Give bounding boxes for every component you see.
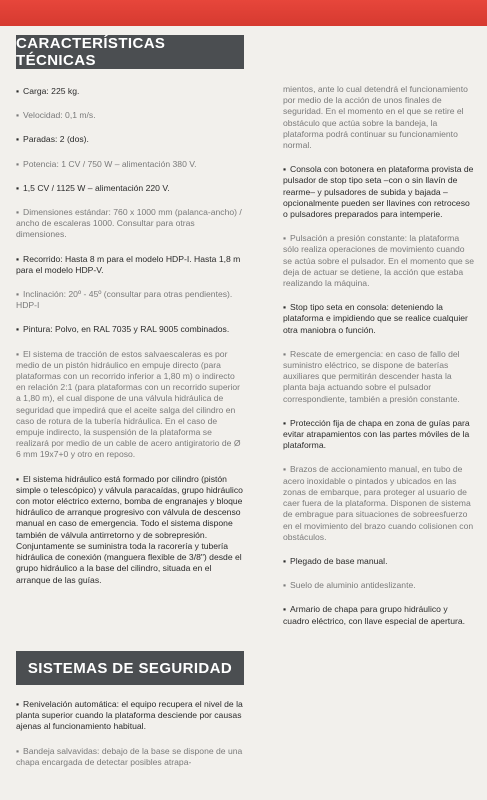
bullet-icon: ▪ xyxy=(16,158,20,169)
list-item: ▪ Velocidad: 0,1 m/s. xyxy=(16,110,96,121)
left-column-specs xyxy=(16,86,246,599)
bullet-icon: ▪ xyxy=(16,745,20,756)
list-item: ▪ Plegado de base manual. xyxy=(283,555,388,566)
bullet-icon: ▪ xyxy=(283,348,287,359)
list-item: ▪ Protección fija de chapa en zona de guías para evitar atrapamientos con las partes móviles de la plataforma. xyxy=(283,417,470,451)
bullet-icon: ▪ xyxy=(16,134,20,145)
list-item: ▪ Rescate de emergencia: en caso de fallo del suministro eléctrico, se dispone de baterías auxiliares que permitirán descender hasta la planta baja actuando sobre el pulsador correspondiente, también a presión constante. xyxy=(283,348,460,404)
bullet-icon: ▪ xyxy=(16,86,20,96)
list-item: mientos, ante lo cual detendrá el funcionamiento por medio de la acción de unos finales de seguridad. En el momento en el que se retire el obstáculo que actúa sobre la bandeja, la plataforma podrá continuar su funcionamiento normal. xyxy=(283,84,468,151)
list-item: ▪ Pulsación a presión constante: la plataforma sólo realiza operaciones de movimiento cuando se actúa sobre el pulsador. En el momento que se deja de actuar se detiene, la acción que estaba realizando la máquina. xyxy=(283,233,475,289)
bullet-icon: ▪ xyxy=(283,464,287,475)
list-item: ▪ Brazos de accionamiento manual, en tubo de acero inoxidable o pintados y ubicados en las zonas de embarque, para proteger al usuario de caer fuera de la plataforma. Disponen de sistema de embrague para situaciones de sobreesfuerzo en el movimiento del brazo cuando colisionen con obstáculos. xyxy=(283,464,474,542)
bullet-icon: ▪ xyxy=(16,289,20,300)
bullet-icon: ▪ xyxy=(16,182,20,193)
bullet-icon: ▪ xyxy=(283,580,287,591)
list-item: ▪ Bandeja salvavidas: debajo de la base se dispone de una chapa encargada de detectar posibles atrapa- xyxy=(16,745,243,767)
list-item: ▪ Pintura: Polvo, en RAL 7035 y RAL 9005 combinados. xyxy=(16,324,230,335)
bullet-icon: ▪ xyxy=(283,164,287,175)
list-item: ▪ El sistema hidráulico está formado por cilindro (pistón simple o telescópico) y válvula paracaídas, grupo hidráulico con motor eléctrico externo, bomba de engranajes y bloque hidráulico de arranque progresivo con válvula de descenso manual en caso de emergencia. Todo el sistema dispone también de válvula antirretorno y de sobrepresión. Conjuntamente se suministra toda la racorería y tubería hidráulica de conexión (manguera flexible de 3/8") desde el grupo hidráulico a la base del cilindro, situada en el arranque de las guías. xyxy=(16,473,243,585)
list-item: ▪ El sistema de tracción de estos salvaescaleras es por medio de un pistón hidráulico en empuje directo (para plataformas con un recorrido inferior a 1,80 m) o indirecto en relación 2:1 (para plataformas con un recorrido superior a 1,80 m), el cual dispone de una válvula hidráulica de seguridad que impedirá que el aceite salga del cilindro en caso de rotura de la tubería hidráulica. En el caso de empuje indirecto, la suspensión de la plataforma se realizará por medio de un cable de acero antigiratorio de Ø 6 mm 19x7+0 y otro en reposo. xyxy=(16,348,241,460)
left-column-safety xyxy=(16,699,246,781)
list-item: ▪ Renivelación automática: el equipo recupera el nivel de la planta superior cuando la plataforma desciende por causas ajenas al funcionamiento habitual. xyxy=(16,699,243,732)
right-column-safety xyxy=(283,84,475,640)
list-item: ▪ Armario de chapa para grupo hidráulico y cuadro eléctrico, con llave especial de apertura. xyxy=(283,604,466,626)
list-item: ▪ Potencia: 1 CV / 750 W – alimentación 380 V. xyxy=(16,158,197,169)
list-item: ▪ Paradas: 2 (dos). xyxy=(16,134,89,145)
list-item: ▪ Carga: 225 kg. xyxy=(16,86,80,96)
list-item: ▪ Stop tipo seta en consola: deteniendo la plataforma e impidiendo que se realice cualquier otra maniobra o función. xyxy=(283,302,468,335)
bullet-icon: ▪ xyxy=(16,253,20,264)
section-header-caracteristicas: CARACTERÍSTICAS TÉCNICAS xyxy=(16,35,244,69)
bullet-icon: ▪ xyxy=(283,604,287,615)
bullet-icon: ▪ xyxy=(16,699,20,709)
bullet-icon: ▪ xyxy=(283,233,287,244)
list-item: ▪ Dimensiones estándar: 760 x 1000 mm (palanca-ancho) / ancho de escaleras 1000. Consultar para otras dimensiones. xyxy=(16,207,242,240)
bullet-icon: ▪ xyxy=(283,302,287,313)
bullet-icon: ▪ xyxy=(16,473,20,484)
top-accent-bar xyxy=(0,0,487,26)
bullet-icon: ▪ xyxy=(16,207,20,218)
list-item: ▪ Recorrido: Hasta 8 m para el modelo HDP-I. Hasta 1,8 m para el modelo HDP-V. xyxy=(16,253,241,275)
bullet-icon: ▪ xyxy=(283,555,287,566)
bullet-icon: ▪ xyxy=(16,110,20,121)
list-item: ▪ Inclinación: 20º - 45º (consultar para otras pendientes). HDP-I xyxy=(16,289,233,311)
bullet-icon: ▪ xyxy=(283,417,287,428)
list-item: ▪ 1,5 CV / 1125 W – alimentación 220 V. xyxy=(16,182,170,193)
bullet-icon: ▪ xyxy=(16,348,20,359)
section-header-seguridad: SISTEMAS DE SEGURIDAD xyxy=(16,651,244,685)
list-item: ▪ Consola con botonera en plataforma provista de pulsador de stop tipo seta –con o sin llavín de rearme– y pulsadores de subida y bajada –opcionalmente pueden ser llavines con retroceso o pulsadores preparados para intemperie. xyxy=(283,164,474,220)
bullet-icon: ▪ xyxy=(16,324,20,335)
list-item: ▪ Suelo de aluminio antideslizante. xyxy=(283,580,416,591)
